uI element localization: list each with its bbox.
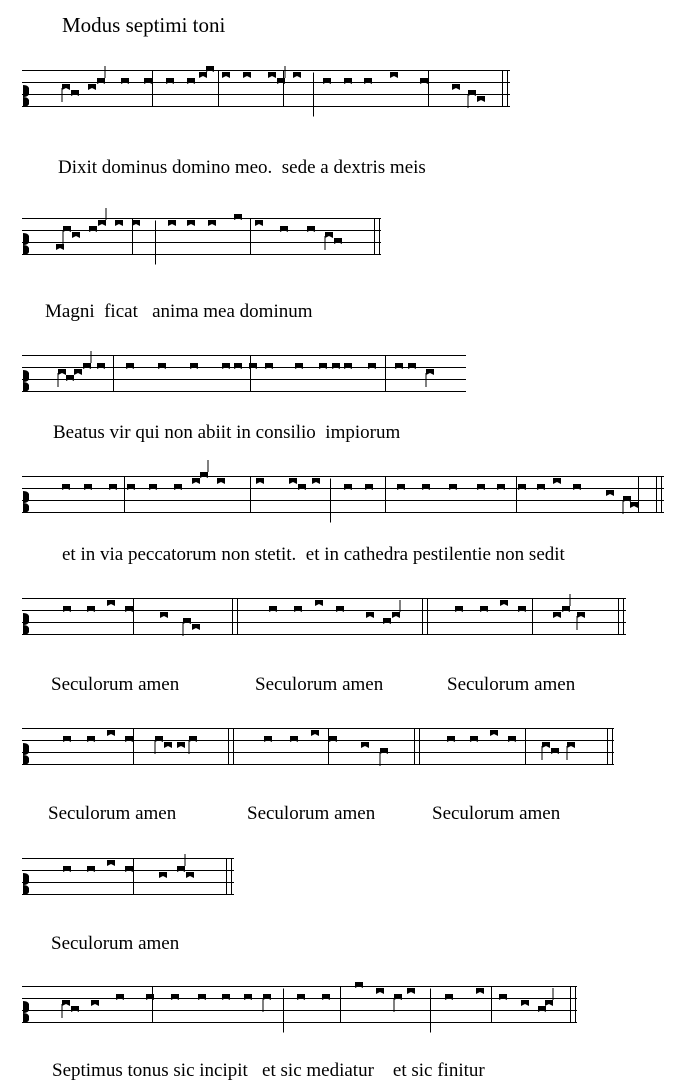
neume-note: [562, 594, 570, 612]
neume-note: [518, 484, 526, 490]
neume-note: [344, 484, 352, 490]
neume-note: [125, 866, 133, 872]
neume-note: [62, 84, 70, 102]
neume-note: [171, 994, 179, 1000]
neume-note: [332, 363, 340, 369]
neume-note: [192, 478, 200, 484]
lyric-seculorum-1a: Seculorum amen: [51, 674, 180, 695]
c-clef-icon: [23, 743, 29, 764]
c-clef-icon: [23, 1001, 29, 1022]
lyric-seculorum-2b: Seculorum amen: [247, 803, 376, 824]
neume-note: [551, 748, 559, 754]
neume-note: [63, 736, 71, 742]
neume-note: [499, 994, 507, 1000]
lyric-et-in-via: et in via peccatorum non stetit. et in cathedra pestilentie non sedit: [62, 544, 565, 565]
staff-dixit: [0, 60, 681, 140]
neume-note: [87, 866, 95, 872]
neume-note: [249, 363, 257, 369]
neume-note: [126, 363, 134, 369]
lyric-seculorum-2c: Seculorum amen: [432, 803, 561, 824]
neume-note: [63, 866, 71, 872]
neume-note: [66, 375, 74, 381]
lyric-seculorum-1c: Seculorum amen: [447, 674, 576, 695]
neume-note: [88, 84, 96, 90]
neume-note: [311, 730, 319, 736]
neume-note: [447, 736, 455, 742]
neume-note: [132, 220, 140, 226]
neume-note: [455, 606, 463, 612]
neume-note: [538, 1006, 546, 1012]
neume-note: [222, 994, 230, 1000]
neume-note: [164, 742, 172, 748]
staff-seculorum-1: [0, 588, 681, 668]
neume-note: [452, 84, 460, 90]
c-clef-icon: [23, 233, 29, 254]
neume-note: [477, 484, 485, 490]
neume-note: [217, 478, 225, 484]
neume-note: [199, 72, 207, 78]
staff-beatus: [0, 345, 681, 425]
neume-note: [208, 220, 216, 226]
neume-note: [294, 606, 302, 612]
lyric-seculorum-3: Seculorum amen: [51, 933, 180, 954]
neume-note: [115, 220, 123, 226]
neume-note: [107, 860, 115, 866]
neume-note: [72, 232, 80, 238]
neume-note: [293, 72, 301, 78]
neume-note: [380, 748, 388, 766]
neume-note: [297, 994, 305, 1000]
neume-note: [234, 363, 242, 369]
neume-note: [63, 226, 71, 244]
neume-note: [189, 736, 197, 754]
neume-note: [480, 606, 488, 612]
lyric-seculorum-2a: Seculorum amen: [48, 803, 177, 824]
neume-note: [187, 78, 195, 84]
neume-note: [395, 363, 403, 369]
neume-note: [125, 606, 133, 612]
neume-note: [222, 363, 230, 369]
neume-note: [307, 226, 315, 232]
neume-note: [445, 994, 453, 1000]
neume-note: [149, 484, 157, 490]
neume-note: [298, 484, 306, 490]
neume-note: [390, 72, 398, 78]
neume-note: [606, 490, 614, 496]
neume-note: [269, 606, 277, 612]
page-title: Modus septimi toni: [62, 13, 226, 37]
neume-note: [518, 606, 526, 612]
neume-note: [290, 736, 298, 742]
neume-note: [265, 363, 273, 369]
neume-note: [107, 730, 115, 736]
neume-note: [174, 484, 182, 490]
neume-note: [264, 736, 272, 742]
neume-note: [477, 96, 485, 102]
neume-note: [63, 606, 71, 612]
neume-note: [394, 994, 402, 1012]
neume-note: [383, 618, 391, 624]
neume-note: [422, 484, 430, 490]
neume-note: [420, 78, 428, 84]
neume-note: [256, 478, 264, 484]
neume-note: [206, 66, 214, 72]
staff-et-in-via: [0, 466, 681, 546]
lyric-beatus: Beatus vir qui non abiit in consilio impiorum: [53, 422, 401, 443]
neume-note: [365, 484, 373, 490]
neume-note: [177, 854, 185, 872]
neume-note: [83, 351, 91, 369]
lyric-septimus: Septimus tonus sic incipit et sic mediatur et sic finitur: [52, 1060, 485, 1081]
neume-note: [623, 496, 631, 514]
neume-note: [315, 600, 323, 606]
neume-note: [183, 618, 191, 636]
neume-note: [392, 600, 400, 618]
neume-note: [91, 1000, 99, 1006]
neume-note: [121, 78, 129, 84]
staff-seculorum-2: [0, 718, 681, 798]
neume-note: [280, 226, 288, 232]
neume-note: [553, 612, 561, 618]
neume-note: [89, 226, 97, 232]
c-clef-icon: [23, 873, 29, 894]
neume-note: [336, 606, 344, 612]
neume-note: [334, 238, 342, 244]
neume-note: [158, 363, 166, 369]
neume-note: [490, 730, 498, 736]
neume-note: [58, 369, 66, 387]
neume-note: [449, 484, 457, 490]
neume-note: [244, 994, 252, 1000]
neume-note: [62, 1000, 70, 1018]
neume-note: [573, 484, 581, 490]
staff-magnificat: [0, 208, 681, 288]
neume-note: [268, 72, 276, 78]
lyric-seculorum-1b: Seculorum amen: [255, 674, 384, 695]
neume-note: [155, 736, 163, 754]
neume-note: [397, 484, 405, 490]
neume-note: [168, 220, 176, 226]
neume-note: [116, 994, 124, 1000]
neume-note: [312, 478, 320, 484]
neume-note: [74, 369, 82, 375]
neume-note: [407, 988, 415, 994]
neume-note: [577, 612, 585, 630]
neume-note: [243, 72, 251, 78]
neume-note: [166, 78, 174, 84]
neume-note: [364, 78, 372, 84]
c-clef-icon: [23, 491, 29, 512]
neume-note: [107, 600, 115, 606]
neume-note: [630, 502, 638, 508]
neume-note: [426, 369, 434, 387]
neume-note: [323, 78, 331, 84]
neume-note: [408, 363, 416, 369]
neume-note: [500, 600, 508, 606]
lyric-magnificat: Magni ficat anima mea dominum: [45, 301, 313, 322]
neume-note: [319, 363, 327, 369]
neume-note: [476, 988, 484, 994]
neume-note: [567, 742, 575, 760]
neume-note: [497, 484, 505, 490]
neume-note: [295, 363, 303, 369]
neume-note: [366, 612, 374, 618]
neume-note: [263, 994, 271, 1012]
neume-note: [56, 244, 64, 250]
staff-seculorum-3: [0, 848, 681, 928]
neume-note: [198, 994, 206, 1000]
neume-note: [329, 736, 337, 742]
neume-note: [344, 363, 352, 369]
neume-note: [125, 736, 133, 742]
neume-note: [200, 460, 208, 478]
lyric-dixit: Dixit dominus domino meo. sede a dextris meis: [58, 157, 426, 178]
c-clef-icon: [23, 370, 29, 391]
neume-note: [222, 72, 230, 78]
neume-note: [468, 90, 476, 108]
neume-note: [322, 994, 330, 1000]
neume-note: [325, 232, 333, 250]
neume-note: [177, 742, 185, 748]
neume-note: [71, 1006, 79, 1012]
neume-note: [190, 363, 198, 369]
staff-septimus: [0, 976, 681, 1056]
neume-note: [109, 484, 117, 490]
neume-note: [355, 982, 363, 988]
neume-note: [192, 624, 200, 630]
neume-note: [71, 90, 79, 96]
neume-note: [97, 66, 105, 84]
neume-note: [545, 988, 553, 1006]
neume-note: [537, 484, 545, 490]
neume-note: [98, 208, 106, 226]
neume-note: [144, 78, 152, 84]
c-clef-icon: [23, 85, 29, 106]
neume-note: [62, 484, 70, 490]
neume-note: [368, 363, 376, 369]
neume-note: [344, 78, 352, 84]
neume-note: [289, 478, 297, 484]
neume-note: [361, 742, 369, 748]
neume-note: [470, 736, 478, 742]
neume-note: [255, 220, 263, 226]
neume-note: [87, 736, 95, 742]
neume-note: [187, 220, 195, 226]
neume-note: [376, 988, 384, 994]
neume-note: [234, 214, 242, 220]
neume-note: [508, 736, 516, 742]
neume-note: [146, 994, 154, 1000]
neume-note: [127, 484, 135, 490]
neume-note: [553, 478, 561, 484]
neume-note: [160, 612, 168, 618]
neume-note: [186, 872, 194, 878]
neume-note: [97, 363, 105, 369]
neume-note: [87, 606, 95, 612]
c-clef-icon: [23, 613, 29, 634]
neume-note: [542, 742, 550, 760]
neume-note: [84, 484, 92, 490]
neume-note: [159, 872, 167, 878]
neume-note: [521, 1000, 529, 1006]
